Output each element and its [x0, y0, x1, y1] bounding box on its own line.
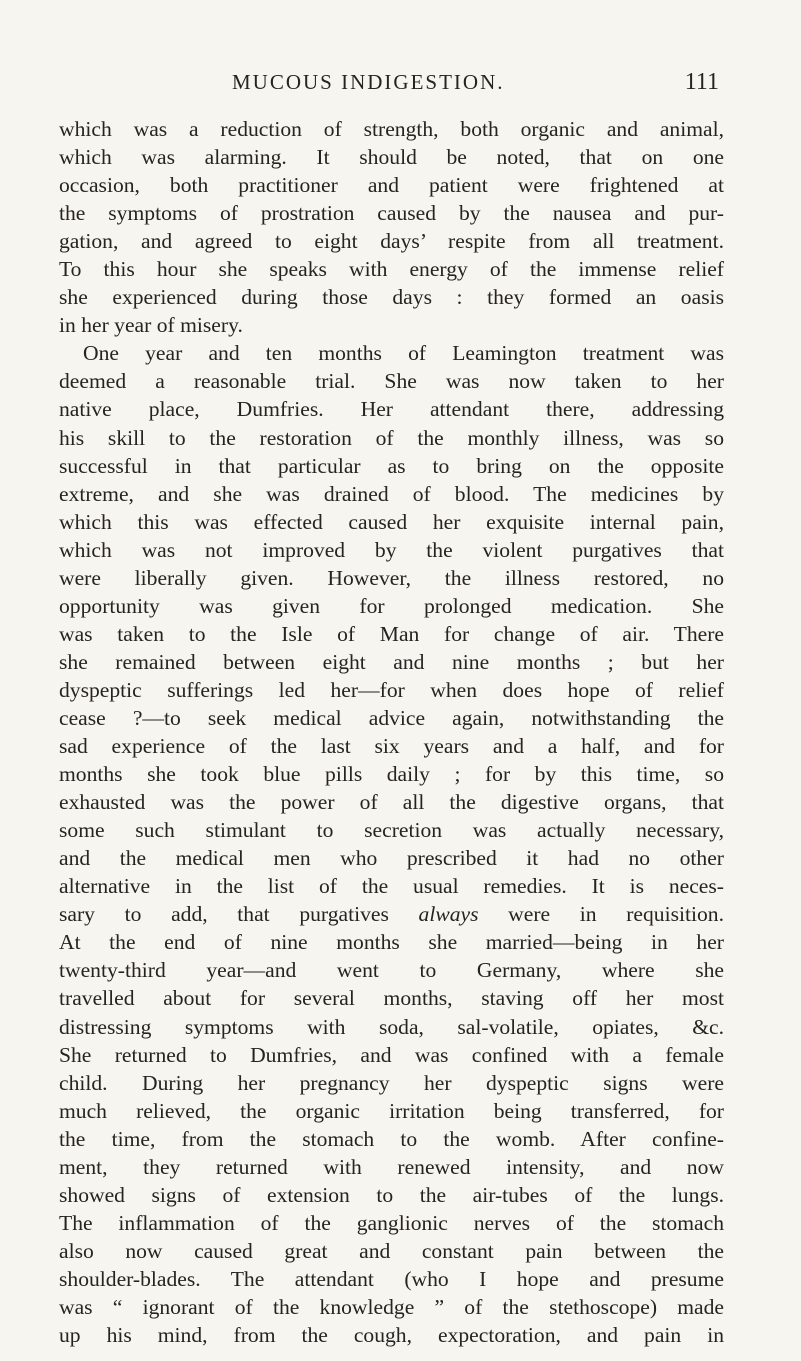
text-line: gation, and agreed to eight days’ respite from all treatment.: [59, 229, 724, 254]
text-line: some such stimulant to secretion was actually necessary,: [59, 818, 724, 843]
text-line: ment, they returned with renewed intensity, and now: [59, 1154, 724, 1179]
text-line: To this hour she speaks with energy of the immense relief: [59, 257, 724, 282]
text-line: travelled about for several months, staving off her most: [59, 986, 724, 1011]
text-line: distressing symptoms with soda, sal-volatile, opiates, &c.: [59, 1014, 724, 1039]
body-text: [59, 115, 724, 1349]
text-line: successful in that particular as to bring on the opposite: [59, 453, 724, 478]
text-line: were liberally given. However, the illness restored, no: [59, 565, 724, 590]
page-number: 111: [684, 69, 719, 95]
text-line: occasion, both practitioner and patient were frightened at: [59, 173, 724, 198]
text-line: sad experience of the last six years and a half, and for: [59, 734, 724, 759]
text-line: deemed a reasonable trial. She was now taken to her: [59, 369, 724, 394]
text-line: his skill to the restoration of the monthly illness, was so: [59, 425, 724, 450]
text-line: twenty-third year—and went to Germany, where she: [59, 958, 724, 983]
text-line: was “ ignorant of the knowledge ” of the stethoscope) made: [59, 1294, 724, 1319]
text-line: which this was effected caused her exquisite internal pain,: [59, 509, 724, 534]
text-line: dyspeptic sufferings led her—for when does hope of relief: [59, 677, 724, 702]
running-title: MUCOUS INDIGESTION.: [232, 70, 505, 94]
text-line: showed signs of extension to the air-tubes of the lungs.: [59, 1182, 724, 1207]
text-line: native place, Dumfries. Her attendant there, addressing: [59, 397, 724, 422]
text-line: the time, from the stomach to the womb. After confine-: [59, 1126, 724, 1151]
text-line: which was alarming. It should be noted, that on one: [59, 145, 724, 170]
text-line: alternative in the list of the usual remedies. It is neces-: [59, 874, 724, 899]
text-line: she experienced during those days : they formed an oasis: [59, 285, 724, 310]
text-line: exhausted was the power of all the digestive organs, that: [59, 790, 724, 815]
italic-word: always: [418, 902, 479, 927]
text-line: months she took blue pills daily ; for by this time, so: [59, 762, 724, 787]
text-line: cease ?—to seek medical advice again, notwithstanding the: [59, 705, 724, 730]
text-line: much relieved, the organic irritation being transferred, for: [59, 1098, 724, 1123]
text-line: also now caused great and constant pain between the: [59, 1238, 724, 1263]
text-line: shoulder-blades. The attendant (who I hope and presume: [59, 1266, 724, 1291]
text-line: child. During her pregnancy her dyspeptic signs were: [59, 1070, 724, 1095]
text-line: the symptoms of prostration caused by the nausea and pur-: [59, 201, 724, 226]
text-line: up his mind, from the cough, expectoration, and pain in: [59, 1323, 724, 1348]
running-head: [232, 64, 719, 100]
text-line: She returned to Dumfries, and was confined with a female: [59, 1042, 724, 1067]
text-line: At the end of nine months she married—being in her: [59, 930, 724, 955]
text-line: which was not improved by the violent purgatives that: [59, 537, 724, 562]
text-line: and the medical men who prescribed it had no other: [59, 846, 724, 871]
text-line: opportunity was given for prolonged medication. She: [59, 593, 724, 618]
text-line: One year and ten months of Leamington treatment was: [83, 341, 724, 366]
text-line-with-italic: sary to add, that purgatives always were in requisition.: [59, 902, 724, 927]
text-line: which was a reduction of strength, both organic and animal,: [59, 117, 724, 141]
text-line: The inflammation of the ganglionic nerves of the stomach: [59, 1210, 724, 1235]
text-line: extreme, and she was drained of blood. The medicines by: [59, 481, 724, 506]
text-line: was taken to the Isle of Man for change of air. There: [59, 621, 724, 646]
text-line: in her year of misery.: [59, 313, 243, 338]
text-line: she remained between eight and nine months ; but her: [59, 649, 724, 674]
